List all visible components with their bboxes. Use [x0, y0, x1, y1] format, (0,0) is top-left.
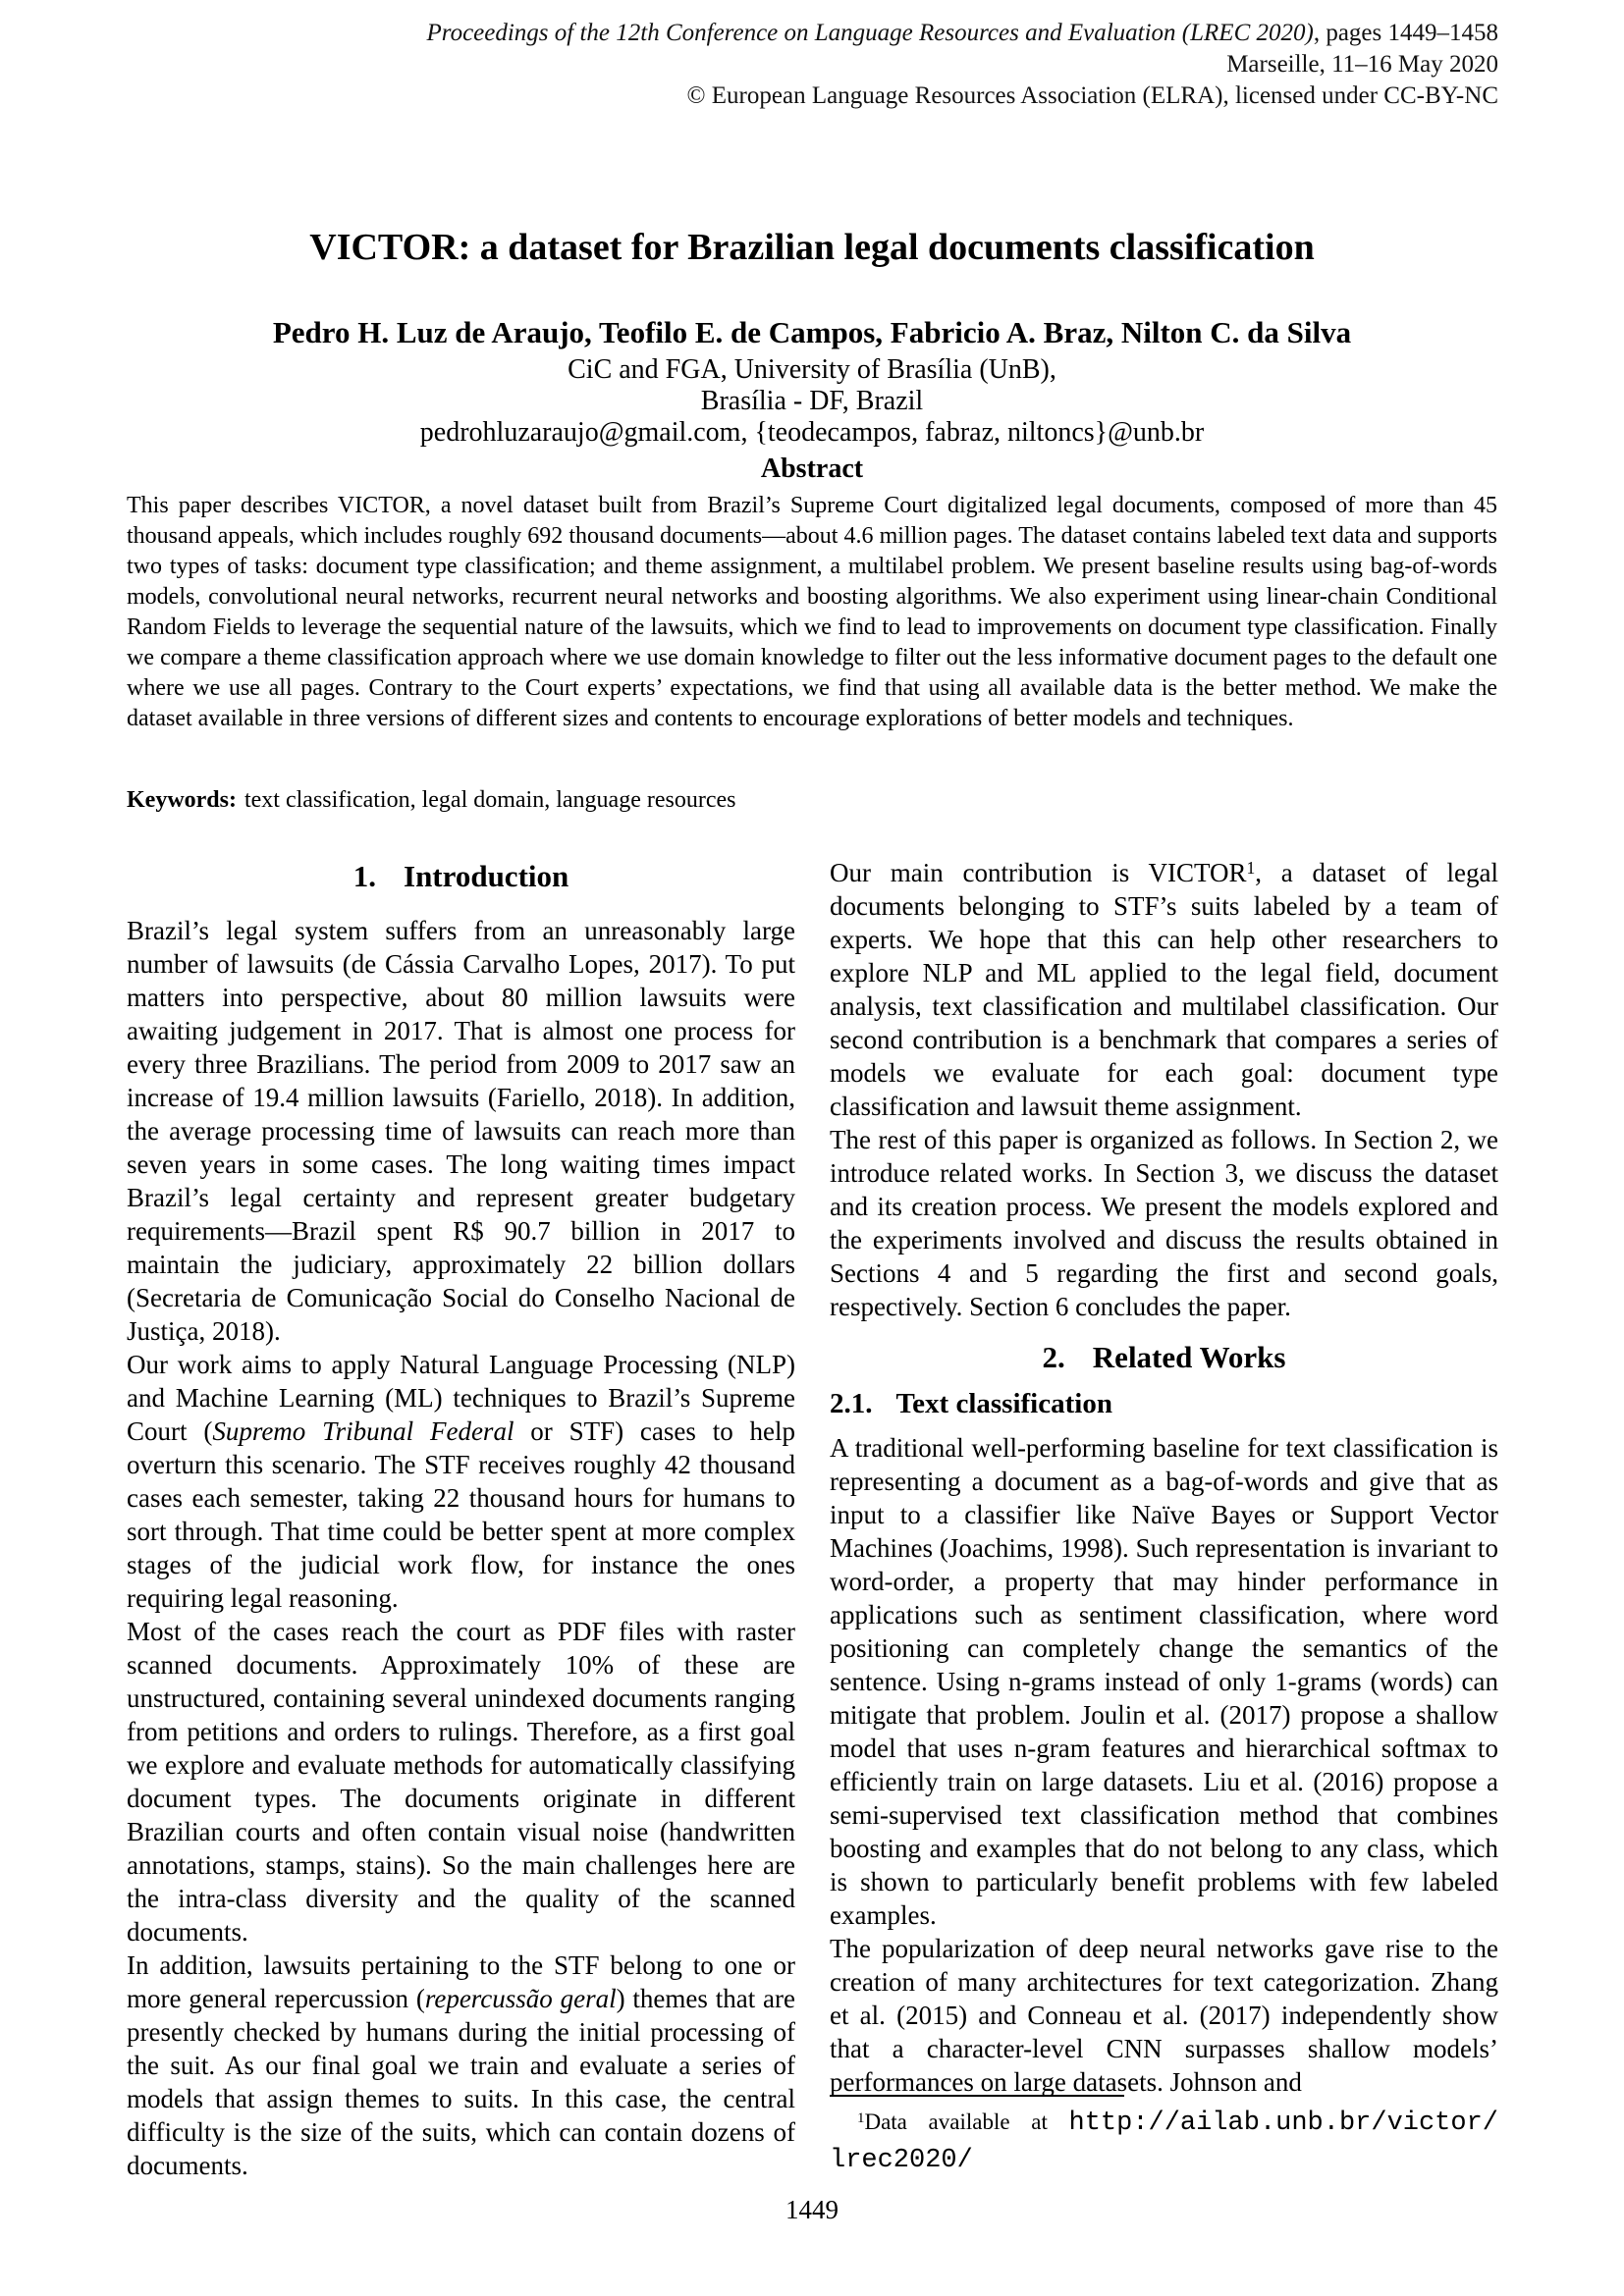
footnote-url-continued[interactable]: lrec2020/	[830, 2146, 973, 2175]
authors-line: Pedro H. Luz de Araujo, Teofilo E. de Campos, Fabricio A. Braz, Nilton C. da Silva	[272, 315, 1352, 349]
abstract-text: This paper describes VICTOR, a novel dataset built from Brazil’s Supreme Court digitalized legal documents, composed of more than 45 thousand appeals, which includes roughly 692 thousand documents—about 4.6 million pages. The dataset contains labeled text data and supports two types of tasks: document type classification; and theme assignment, a multilabel problem. We present baseline results using bag-of-words models, convolutional neural networks, recurrent neural networks and boosting algorithms. We also experiment using linear-chain Conditional Random Fields to leverage the sequential nature of the lawsuits, which we find to lead to improvements on document type classification. Finally we compare a theme classification approach where we use domain knowledge to filter out the less informative document pages to the default one where we use all pages. Contrary to the Court experts’ expectations, we find that using all available data is the better method. We make the dataset available in three versions of different sizes and contents to encourage explorations of better models and techniques.	[127, 493, 1497, 731]
page-number: 1449	[785, 2195, 839, 2224]
venue-date-line: Marseille, 11–16 May 2020	[1226, 51, 1498, 78]
paragraph-intro-3: Most of the cases reach the court as PDF files with raster scanned documents. Approximately 10% of these are unstructured, containing several unindexed documents ranging from petitions and orders to rulings. Therefore, as a first goal we explore and evaluate methods for automatically classifying document types. The documents originate in different Brazilian courts and often contain visual noise (handwritten annotations, stamps, stains). So the main challenges here are the intra-class diversity and the quality of the scanned documents.	[127, 1617, 795, 1947]
page-header	[126, 18, 1498, 112]
subsection-title: Text classification	[895, 1388, 1112, 1419]
affiliation-line-2: Brasília - DF, Brazil	[700, 386, 924, 416]
footnote-rule	[830, 2095, 1124, 2097]
affiliation-line-1: CiC and FGA, University of Brasília (UnB),	[568, 354, 1056, 385]
section-title: Related Works	[1092, 1340, 1286, 1374]
proceedings-pages: , pages 1449–1458	[1313, 20, 1498, 46]
footnote-marker: 1	[857, 2110, 865, 2127]
keywords-line	[127, 787, 1497, 814]
keywords-text: text classification, legal domain, language resources	[244, 787, 736, 813]
emails-line: pedrohluzaraujo@gmail.com, {teodecampos, fabraz, niltoncs}@unb.br	[419, 417, 1205, 448]
section-number: 1.	[352, 859, 376, 893]
paragraph-contribution: Our main contribution is VICTOR$^1$, a dataset of legal documents belonging to STF’s suits labeled by a team of experts. We hope that this can help other researchers to explore NLP and ML applied to the legal field, document analysis, text classification and multilabel classification. Our second contribution is a benchmark that compares a series of models we evaluate for each goal: document type classification and lawsuit theme assignment.	[830, 858, 1498, 1121]
section-heading-related-works	[830, 1339, 1498, 1375]
proceedings-line	[126, 18, 1498, 49]
license-line: © European Language Resources Association (ELRA), licensed under CC-BY-NC	[686, 82, 1498, 109]
subsection-heading-text-classification	[830, 1387, 1498, 1421]
right-column	[830, 856, 1498, 2101]
paper-title: VICTOR: a dataset for Brazilian legal documents classification	[309, 227, 1315, 268]
keywords-label: Keywords:	[127, 787, 237, 813]
paragraph-intro-2: Our work aims to apply Natural Language Processing (NLP) and Machine Learning (ML) techniques to Brazil’s Supreme Court (Supremo Tribunal Federal or STF) cases to help overturn this scenario. The STF receives roughly 42 thousand cases each semester, taking 22 thousand hours for humans to sort through. That time could be better spent at more complex stages of the judicial work flow, for instance the ones requiring legal reasoning.	[127, 1350, 795, 1613]
section-heading-introduction	[127, 858, 795, 894]
footnote	[830, 2095, 1498, 2178]
paragraph-paper-outline: The rest of this paper is organized as follows. In Section 2, we introduce related works. In Section 3, we discuss the dataset and its creation process. We present the models explored and the experiments involved and discuss the results obtained in Sections 4 and 5 regarding the first and second goals, respectively. Section 6 concludes the paper.	[830, 1125, 1498, 1321]
paragraph-intro-1: Brazil’s legal system suffers from an unreasonably large number of lawsuits (de Cássia Carvalho Lopes, 2017). To put matters into perspective, about 80 million lawsuits were awaiting judgement in 2017. That is almost one process for every three Brazilians. The period from 2009 to 2017 saw an increase of 19.4 million lawsuits (Fariello, 2018). In addition, the average processing time of lawsuits can reach more than seven years in some cases. The long waiting times impact Brazil’s legal certainty and represent greater budgetary requirements—Brazil spent R$ 90.7 billion in 2017 to maintain the judiciary, approximately 22 billion dollars (Secretaria de Comunicação Social do Conselho Nacional de Justiça, 2018).	[127, 916, 795, 1346]
paragraph-text-classification-2: The popularization of deep neural networks gave rise to the creation of many architectures for text categorization. Zhang et al. (2015) and Conneau et al. (2017) independently show that a character-level CNN surpasses shallow models’ performances on large datasets. Johnson and	[830, 1934, 1498, 2097]
subsection-number: 2.1.	[830, 1388, 873, 1419]
footnote-url[interactable]: http://ailab.unb.br/victor/	[1068, 2109, 1498, 2138]
section-number: 2.	[1042, 1340, 1065, 1374]
paragraph-text-classification-1: A traditional well-performing baseline for text classification is representing a document as a bag-of-words and give that as input to a classifier like Naïve Bayes or Support Vector Machines (Joachims, 1998). Such representation is invariant to word-order, a property that may hinder performance in applications such as sentiment classification, where word positioning can completely change the semantics of the sentence. Using n-grams instead of only 1-grams (words) can mitigate that problem. Joulin et al. (2017) propose a shallow model that uses n-gram features and hierarchical softmax to efficiently train on large datasets. Liu et al. (2016) propose a semi-supervised text classification method that combines boosting and examples that do not belong to any class, which is shown to particularly benefit problems with few labeled examples.	[830, 1433, 1498, 1930]
left-column	[127, 856, 795, 2211]
footnote-text: Data available at	[864, 2109, 1048, 2134]
footnote-line-1	[830, 2105, 1498, 2143]
section-title: Introduction	[404, 859, 569, 893]
proceedings-title: Proceedings of the 12th Conference on Language Resources and Evaluation (LREC 2020)	[426, 20, 1314, 46]
abstract-heading: Abstract	[760, 454, 864, 484]
paragraph-intro-4: In addition, lawsuits pertaining to the STF belong to one or more general repercussion (repercussão geral) themes that are presently checked by humans during the initial processing of the suit. As our final goal we train and evaluate a series of models that assign themes to suits. In this case, the central difficulty is the size of the suits, which can contain dozens of documents.	[127, 1950, 795, 2180]
